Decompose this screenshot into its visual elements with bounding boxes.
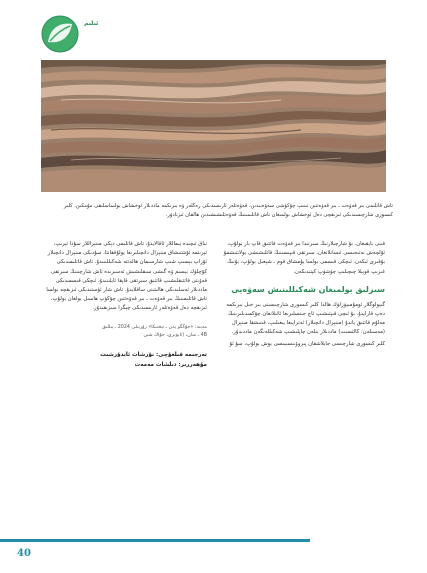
credits — [41, 350, 207, 370]
source-line: 4B ـ سان، (ئايۋىرى، جۇاڭ شىن — [143, 332, 207, 338]
source-line: مەنبە: «جۇڭگو پەن ـ تېخنىكا» زۇرنىلى 2024 ـ يىللىق — [101, 324, 207, 330]
source-note — [41, 324, 207, 340]
paragraph: نىاق ئىچىدە يىماللار ئاقالايدۇ، تاش قاتلىمى دېكى مىنېراللار سۇدا ئېرىپ، ئېرىتمە ئۆشتىشاق مىنېرال دانچىلىرىغا يولۇققانتا، سۇدىكى مىنېرال دانچىلار ئۇراپ بېسىپ شىپ شارسىمان ھالەتتە شەكىللىنىدۇ. تاش قاتلىمىدىكى كۆچلۈك بېسىم ۋە گىشى سىقلىشىش تەسىرىدە تاش شارچىنىڭ سىرتقى قەۋىتى قاتتىقلىشىپ قاتتىق سىرتقى قاپقا ئايلىنىدۇ، ئىچكى قىسمىدىكى ماددىلار ئەسلىدىكى ھالىتىنى ساقلايدۇ. تاش شار ئۈستىدىكى ئىزىقچە بولسا تاش قاتلىمىنىڭ بىر قەۋەت ـ بىر قەۋەتتىن چۆكۈپ ھاسىل بولغان بولۇپ، ئىزىقچە دەل قەۋەتلەر ئارىسىدىكى چېگرا سىزىقىدۇر. — [46, 241, 207, 312]
paragraph: گىيولوگلار ئومۇمىيۈزلۈك ھالدا كلىر كىسورى شارچىسىنى بىر خىل بىرىكمە دەپ قارايدۇ. بۇ ئىچى قىپتىشىپ ئاچ جىنسلىرىغا ئائىلانغان چۆكمىدىلىرىنىڭ مەلۇم قاتتىق ياندۇ (مىنېرال دانچىلار) ئەتراپىغا يىغىلىپ، قىتىشقا مىنېرال (مەسىلەن: كالتسىت) ماددىلار بىلەن چاپلىشىپ شەكىللەنگەن ماددىدۇر. — [226, 301, 385, 336]
translator-credit: تەرجىمە قىلغۇچى: نۇرشات ئابدۇرشىت — [100, 351, 207, 358]
section-heading: سىرلىق بولمىغان شەكىللىنىش سەۋەبى — [231, 284, 385, 294]
page-number: 40 — [17, 548, 31, 559]
paragraph: قىنى بايقىغان. بۇ شارچىلارنىڭ سىرتىدا بىر قەۋەت قاتتىق قاپ بار بولۇپ، ئۆلچەش نەتىجىسى ئىسانلانغان، سىرتقى قىپىسىنىڭ قاتلىشىشى يولانتىشمۇ بۇقىرى ئىكەن. ئىچكى قىسمى بولسا يۇمشاق قوم ـ شېغىل بولۇپ، بۇنىڭ غىرىپ قويىلا چىچىلىپ چۈشۈپ كېتىدىكەن. — [223, 241, 385, 275]
figure-caption: تاش قاتلىمى بىر قەۋەت ـ بىر قەۋەتتىن تىنىپ چۆكۈشى سەۋەبىدىن، قەۋەتلەر ئارىسىدىكى رەڭلەر ۋە بىرىكمە ماددىلار ئوخشاش بولىماسلىقى مۇمكىن. كلىر كىسورى شارچىسىدىكى ئىزىقچى دەل ئوخشاش بولمىغان تاش قاتلىمىنىڭ قەۋەتلىشىشىدىن ھالقان ئىزنادۇر. — [63, 203, 393, 218]
article-column-right — [219, 240, 385, 351]
paragraph: كلىر كىسورى شارچىسى جايلاشقان پىروۋىنسىيىسى بوش بولۇپ، سۇ ئۆ — [229, 340, 385, 347]
footer-divider — [0, 539, 310, 542]
layered-rock-photo — [41, 60, 386, 192]
editor-credit: مۇھەررىر: دىلشات مەمەت — [134, 361, 207, 368]
leaf-logo-icon — [40, 14, 80, 54]
brand-name: ئىلىم — [84, 20, 99, 27]
article-column-left — [41, 240, 207, 370]
